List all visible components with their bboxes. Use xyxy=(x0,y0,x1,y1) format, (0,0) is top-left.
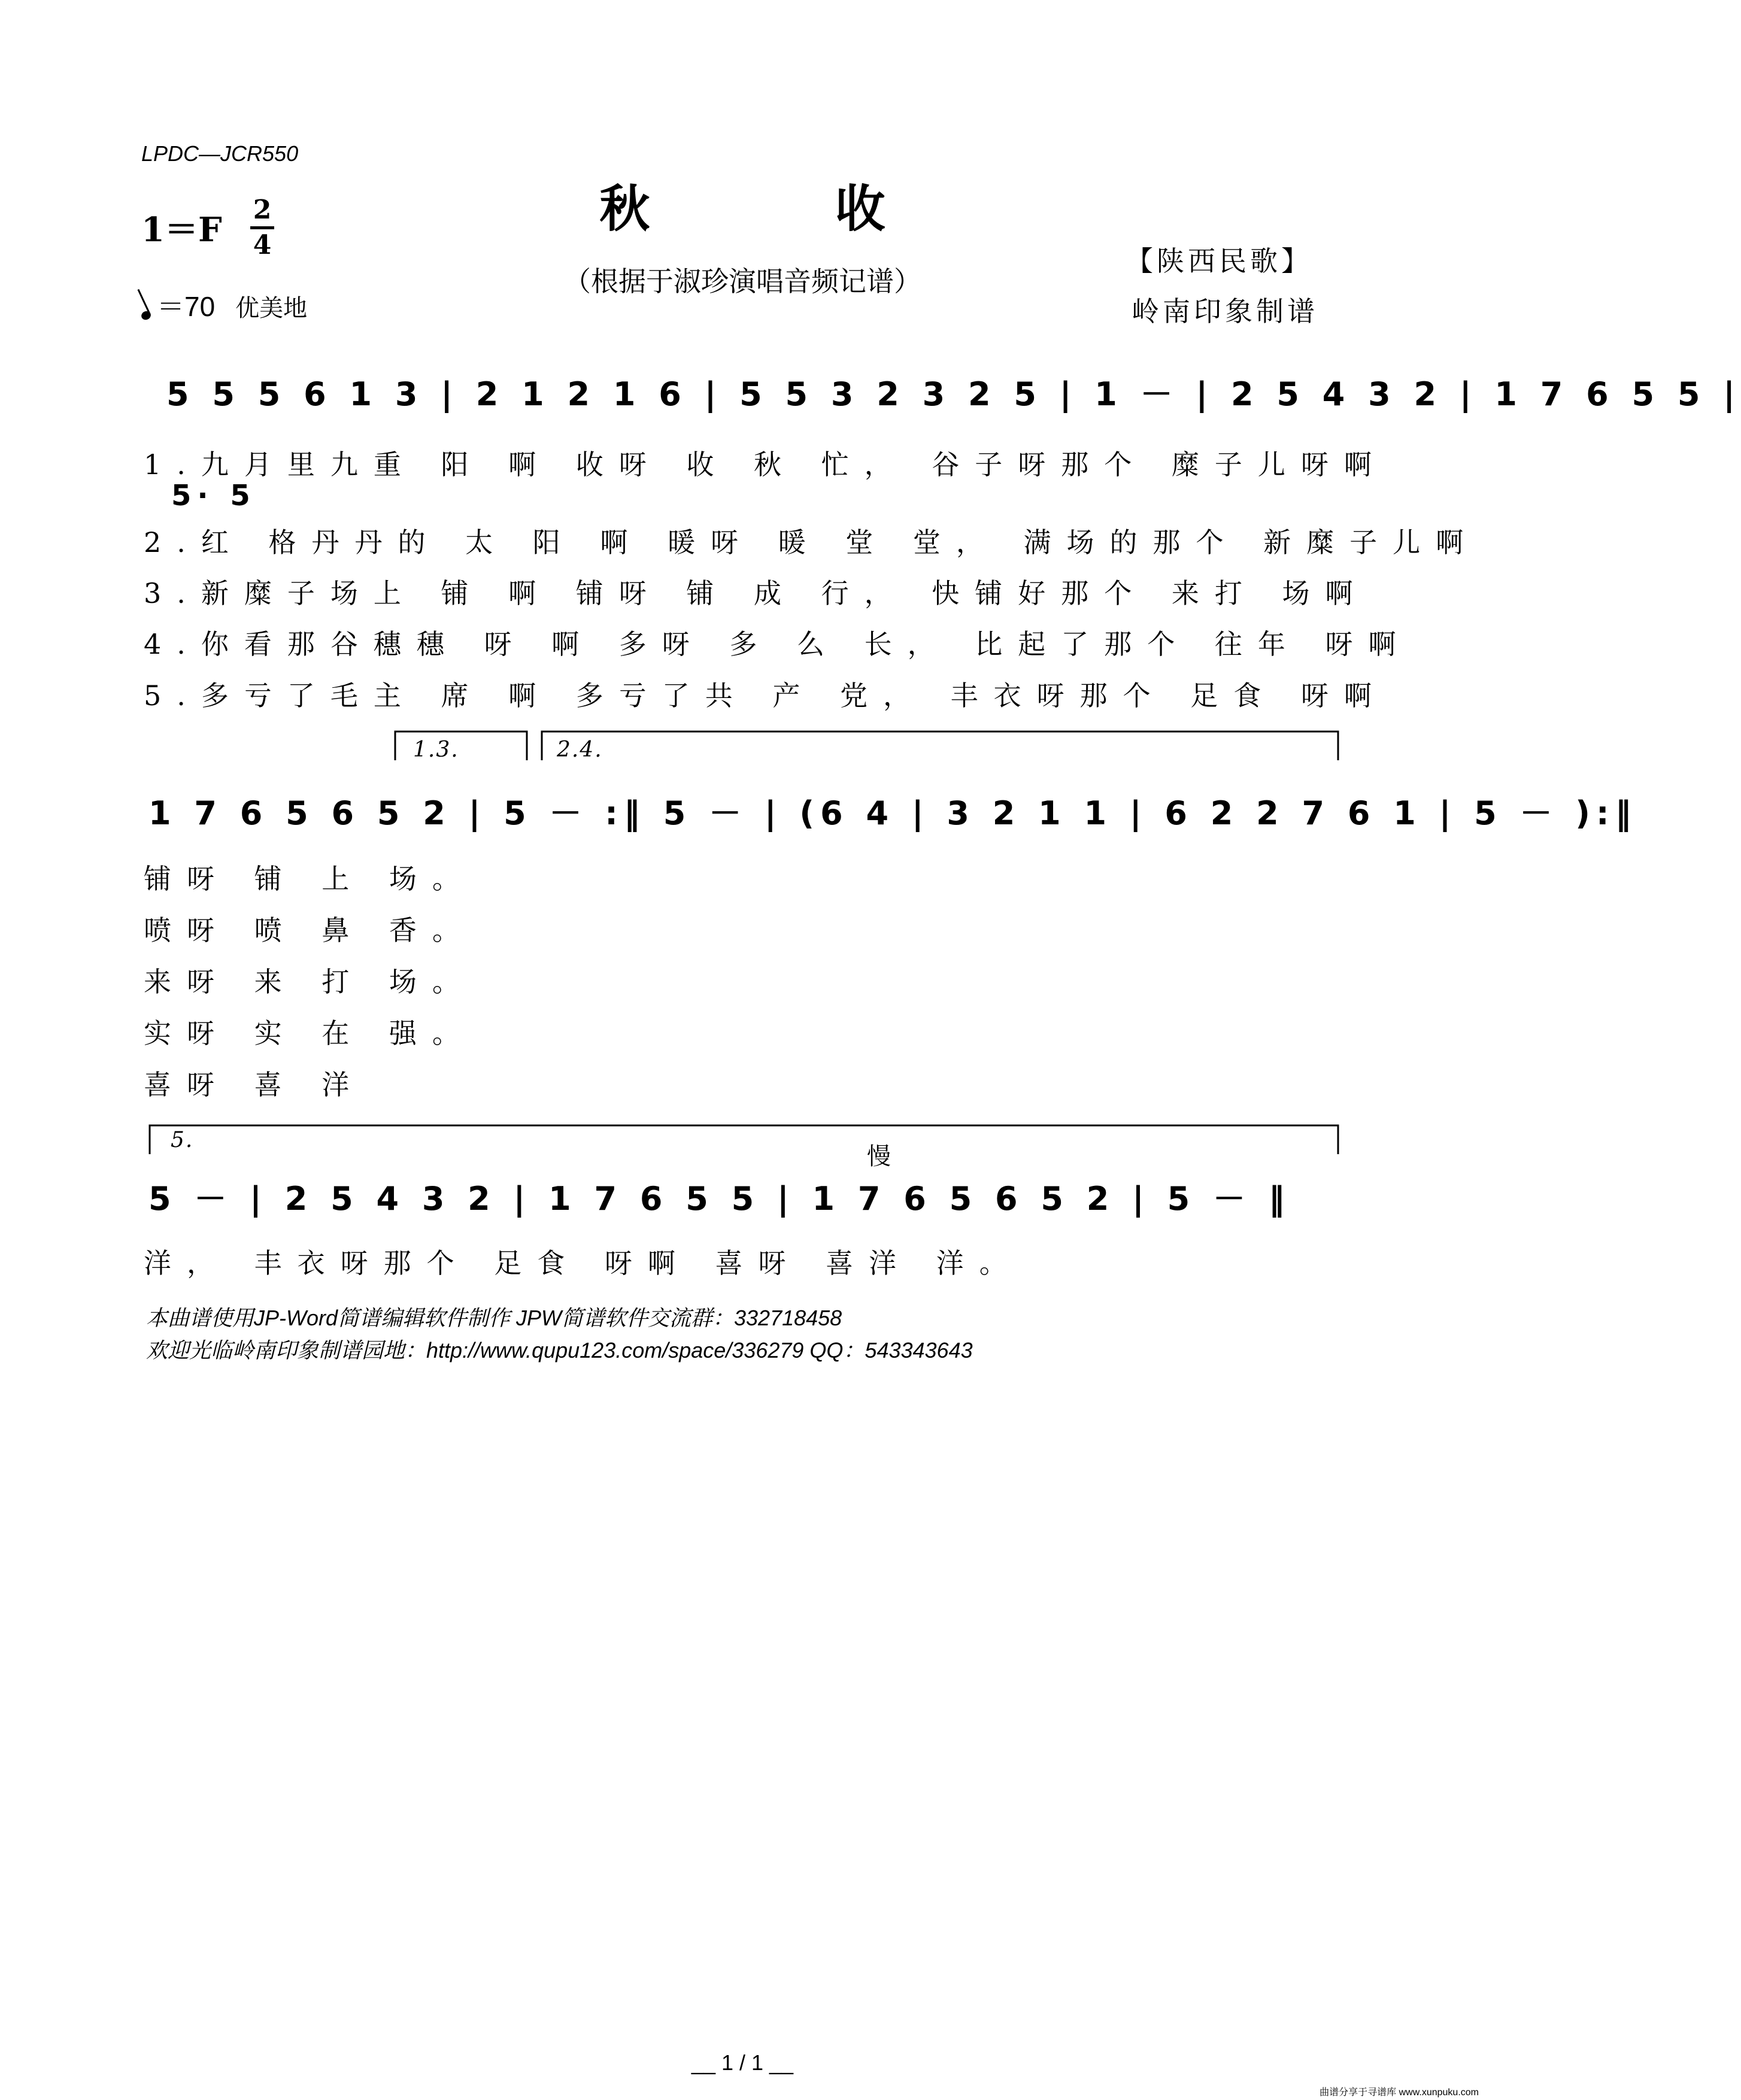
lyric-line-2-verse-5: 喜呀 喜 洋 xyxy=(144,1069,365,1101)
volta-brackets xyxy=(0,718,1485,766)
volta-1-label: 1.3. xyxy=(413,738,459,762)
time-signature xyxy=(250,195,274,260)
alt-notation: 5· 5 xyxy=(171,479,256,512)
lyric-line-2-verse-2: 喷呀 喷 鼻 香。 xyxy=(144,914,475,946)
time-denominator: 4 xyxy=(253,230,272,260)
lyric-verse-5: 5.多亏了毛主 席 啊 多亏了共 产 党， 丰衣呀那个 足食 呀啊 xyxy=(144,679,1387,712)
quarter-note-icon xyxy=(140,309,152,321)
genre-label: 【陕西民歌】 xyxy=(1126,245,1312,277)
page-title: 秋 收 xyxy=(599,179,969,238)
notation-line-3: 5 － | 2 5 4 3 2 | 1 7 6 5 5 | 1 7 6 5 6 5 2 | 5 － ‖ xyxy=(148,1180,1291,1218)
time-numerator: 2 xyxy=(253,195,272,225)
tempo-value: ＝70 xyxy=(157,291,216,322)
source-watermark: 曲谱分享于寻谱库 www.xunpuku.com xyxy=(1320,2087,1479,2098)
lyric-verse-4: 4.你看那谷穗穗 呀 啊 多呀 多 么 长， 比起了那个 往年 呀啊 xyxy=(144,628,1412,660)
lyric-verse-2: 2.红 格丹丹的 太 阳 啊 暖呀 暖 堂 堂， 满场的那个 新糜子儿啊 xyxy=(144,526,1479,559)
lyric-line-2-verse-3: 来呀 来 打 场。 xyxy=(144,966,475,998)
lyric-verse-3: 3.新糜子场上 铺 啊 铺呀 铺 成 行， 快铺好那个 来打 场啊 xyxy=(144,577,1369,609)
key-signature: 1＝F xyxy=(141,210,222,250)
lyric-line-2-verse-1: 铺呀 铺 上 场。 xyxy=(144,863,475,895)
notation-line-1: 5 5 5 6 1 3 | 2 1 2 1 6 | 5 5 3 2 3 2 5 | 1 － | 2 5 4 3 2 | 1 7 6 5 5 | xyxy=(166,375,1741,413)
tempo-change-mark: 慢 xyxy=(867,1143,906,1170)
arranger-label: 岭南印象制谱 xyxy=(1132,295,1318,327)
time-signature-line xyxy=(250,226,274,229)
subtitle: （根据于淑珍演唱音频记谱） xyxy=(563,265,921,298)
lyric-line-3: 洋， 丰衣呀那个 足食 呀啊 喜呀 喜洋 洋。 xyxy=(144,1247,1023,1279)
volta-bracket-5 xyxy=(0,1112,1485,1160)
lyric-verse-1: 1.九月里九重 阳 啊 收呀 收 秋 忙， 谷子呀那个 糜子儿呀啊 xyxy=(144,448,1387,481)
volta-5-label: 5. xyxy=(171,1128,194,1152)
page-number: __ 1 / 1 __ xyxy=(691,2050,794,2075)
notation-line-2: 1 7 6 5 6 5 2 | 5 － :‖ 5 － | (6 4 | 3 2 1 1 | 6 2 2 7 6 1 | 5 － ):‖ xyxy=(148,794,1637,832)
footer-contact: 欢迎光临岭南印象制谱园地：http://www.qupu123.com/space/336279 QQ：543343643 xyxy=(146,1338,973,1362)
volta-2-label: 2.4. xyxy=(557,738,603,762)
score-code: LPDC—JCR550 xyxy=(141,141,299,166)
lyric-line-2-verse-4: 实呀 实 在 强。 xyxy=(144,1017,475,1049)
footer-software-note: 本曲谱使用JP-Word简谱编辑软件制作 JPW简谱软件交流群：332718458 xyxy=(146,1306,842,1330)
expression-mark: 优美地 xyxy=(235,295,308,321)
